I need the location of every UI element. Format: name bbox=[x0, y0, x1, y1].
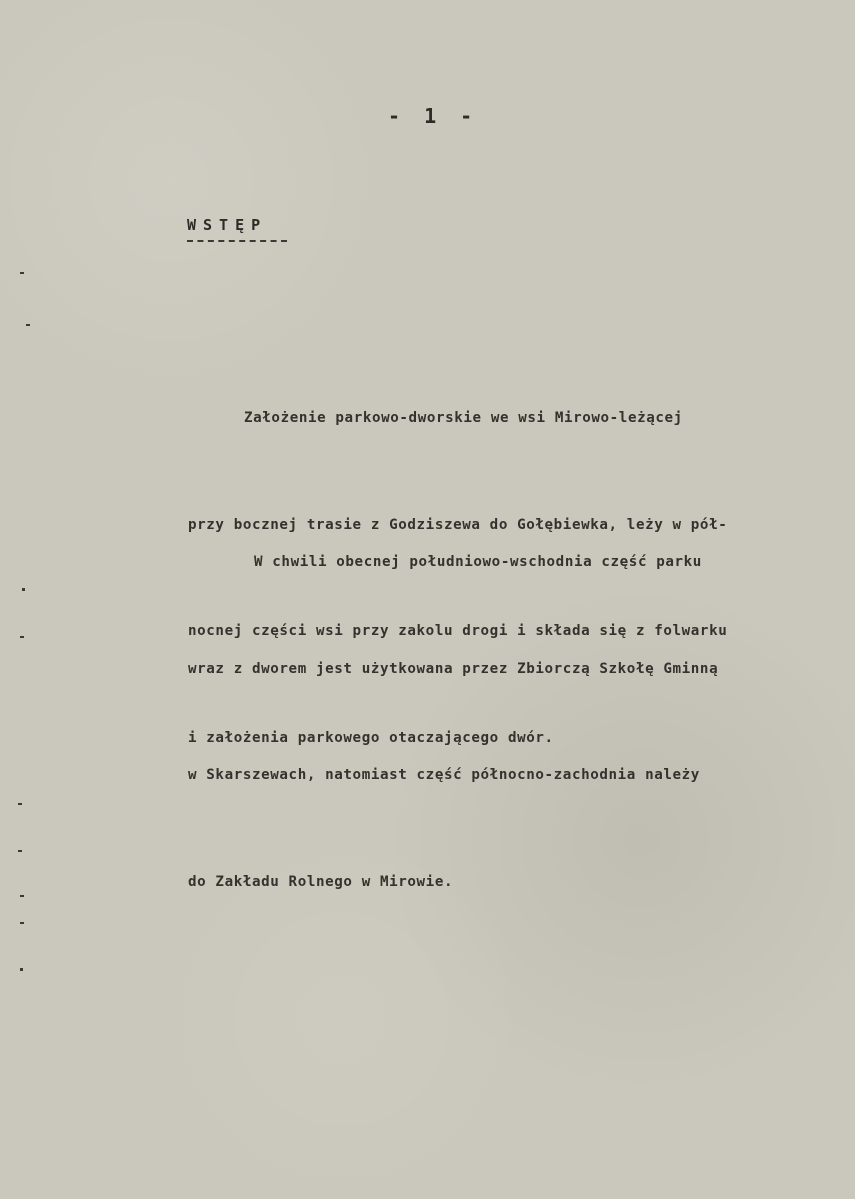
paragraph-line: wraz z dworem jest użytkowana przez Zbiorczą Szkołę Gminną bbox=[188, 660, 719, 677]
paragraph-line: przy bocznej trasie z Godziszewa do Gołębiewka, leży w pół- bbox=[188, 516, 728, 533]
margin-mark bbox=[20, 922, 24, 924]
paragraph-line: Założenie parkowo-dworskie we wsi Mirowo-leżącej bbox=[244, 410, 683, 426]
heading-underline bbox=[187, 240, 287, 242]
paragraph-line: do Zakładu Rolnego w Mirowie. bbox=[188, 873, 454, 890]
paragraph-line: W chwili obecnej południowo-wschodnia część parku bbox=[254, 554, 702, 570]
page-number: - 1 - bbox=[388, 104, 479, 128]
paragraph-line: w Skarszewach, natomiast część północno-zachodnia należy bbox=[188, 767, 700, 783]
margin-mark bbox=[20, 895, 24, 897]
margin-mark bbox=[18, 803, 22, 805]
paragraph-current-state bbox=[188, 474, 828, 971]
margin-mark bbox=[20, 968, 23, 971]
margin-mark bbox=[18, 850, 22, 852]
section-heading: WSTĘP bbox=[187, 216, 268, 234]
margin-mark bbox=[26, 324, 30, 326]
margin-mark bbox=[20, 636, 24, 638]
margin-mark bbox=[22, 588, 25, 591]
margin-mark bbox=[20, 272, 24, 274]
paragraph-line: i założenia parkowego otaczającego dwór. bbox=[188, 729, 554, 746]
paragraph-line: nocnej części wsi przy zakolu drogi i składa się z folwarku bbox=[188, 623, 728, 639]
